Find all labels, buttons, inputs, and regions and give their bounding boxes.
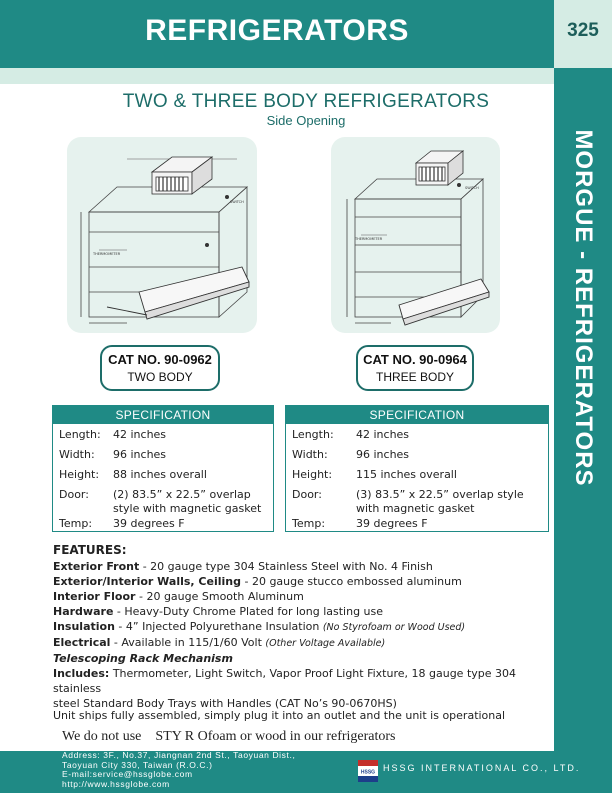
- two-body-cabinet-drawing: [67, 137, 257, 333]
- spec-label: Length:: [292, 428, 334, 441]
- feature-label: Exterior/Interior Walls, Ceiling: [53, 575, 241, 588]
- email-text: E-mail:service@hssglobe.com: [62, 769, 193, 779]
- spec-table-three-body: [285, 405, 549, 532]
- spec-heading: SPECIFICATION: [286, 406, 548, 424]
- spec-label: Height:: [292, 468, 333, 481]
- feature-text: - 20 gauge type 304 Stainless Steel with No. 4 Finish: [139, 560, 433, 573]
- spec-value: 42 inches: [113, 428, 167, 441]
- spec-label: Door:: [292, 488, 322, 501]
- address-line: Taoyuan City 330, Taiwan (R.O.C.): [62, 759, 213, 770]
- thermometer-callout-three-body: THERMOMETER: [355, 237, 383, 241]
- feature-text: Thermometer, Light Switch, Vapor Proof Light Fixture, 18 gauge type 304 stainless: [53, 667, 517, 695]
- cat-number-box-two-body: [100, 345, 220, 391]
- thermometer-callout-two-body: THERMOMETER: [93, 252, 121, 256]
- feature-note: (Other Voltage Available): [265, 638, 386, 649]
- feature-includes-cont: steel Standard Body Trays with Handles (CAT No’s 90-0670HS): [53, 697, 397, 710]
- feature-label: Electrical: [53, 636, 111, 649]
- hssg-logo-icon: [358, 760, 378, 782]
- spec-label: Temp:: [59, 517, 93, 530]
- spec-label: Width:: [59, 448, 95, 461]
- cat-number-box-three-body: [356, 345, 474, 391]
- feature-label: Insulation: [53, 620, 115, 633]
- product-drawing-two-body: [67, 137, 257, 333]
- spec-label: Door:: [59, 488, 89, 501]
- feature-hardware: [53, 604, 553, 619]
- feature-rack: Telescoping Rack Mechanism: [53, 652, 233, 665]
- address-line: Address: 3F., No.37, Jiangnan 2nd St., Taoyuan Dist.,: [62, 750, 296, 760]
- feature-insulation: [53, 619, 553, 635]
- feature-text: - Available in 115/1/60 Volt: [110, 636, 266, 649]
- product-drawing-three-body: [331, 137, 500, 333]
- spec-table-two-body: [52, 405, 274, 532]
- spec-value: 96 inches: [356, 448, 410, 461]
- product-name: TWO BODY: [127, 370, 193, 384]
- company-name: HSSG INTERNATIONAL CO., LTD.: [383, 763, 581, 773]
- feature-label: Includes:: [53, 667, 110, 680]
- feature-exterior-front: [53, 559, 553, 574]
- feature-label: Exterior Front: [53, 560, 140, 573]
- feature-label: Hardware: [53, 605, 114, 618]
- side-tab-text-wrap: [554, 68, 612, 751]
- section-subtitle: Side Opening: [266, 113, 346, 128]
- cat-number: CAT NO. 90-0964: [363, 352, 467, 367]
- features-section: [53, 543, 553, 711]
- feature-text: - 20 gauge Smooth Aluminum: [135, 590, 304, 603]
- feature-label: Interior Floor: [53, 590, 136, 603]
- feature-walls-ceiling: [53, 574, 553, 589]
- feature-note: (No Styrofoam or Wood Used): [322, 622, 466, 633]
- spec-value: 42 inches: [356, 428, 410, 441]
- spec-value: 39 degrees F: [113, 517, 185, 530]
- cat-number: CAT NO. 90-0962: [108, 352, 212, 367]
- footer-address: [62, 751, 362, 789]
- assembly-note: Unit ships fully assembled, simply plug it into an outlet and the unit is operational: [53, 709, 506, 722]
- spec-value: (2) 83.5” x 22.5” overlap style with magnetic gasket: [113, 488, 262, 515]
- three-body-cabinet-drawing: [331, 137, 500, 333]
- side-tab-label: MORGUE - REFRIGERATORS: [570, 129, 597, 487]
- spec-value: 115 inches overall: [356, 468, 457, 481]
- feature-interior-floor: [53, 589, 553, 604]
- page-title: REFRIGERATORS: [145, 14, 409, 47]
- switch-callout-two-body: SWITCH: [230, 200, 244, 204]
- logo-lettering: HSSG: [360, 769, 376, 776]
- feature-includes: [53, 666, 553, 696]
- styrofoam-note: We do not use STY R Ofoam or wood in our refrigerators: [62, 729, 396, 744]
- spec-value: (3) 83.5” x 22.5” overlap style with magnetic gasket: [356, 488, 524, 515]
- spec-value: 39 degrees F: [356, 517, 428, 530]
- header-underband: [0, 68, 554, 84]
- feature-text: - 4” Injected Polyurethane Insulation: [114, 620, 323, 633]
- spec-label: Width:: [292, 448, 328, 461]
- spec-value: 88 inches overall: [113, 468, 207, 481]
- spec-value: 96 inches: [113, 448, 167, 461]
- feature-text: - Heavy-Duty Chrome Plated for long lasting use: [113, 605, 384, 618]
- spec-label: Length:: [59, 428, 101, 441]
- spec-label: Height:: [59, 468, 100, 481]
- section-title: TWO & THREE BODY REFRIGERATORS: [122, 91, 490, 112]
- features-heading: FEATURES:: [53, 543, 127, 557]
- switch-callout-three-body: SWITCH: [465, 186, 479, 190]
- spec-label: Temp:: [292, 517, 326, 530]
- spec-heading: SPECIFICATION: [53, 406, 273, 424]
- website-text: http://www.hssglobe.com: [62, 778, 170, 789]
- page-number: 325: [567, 20, 599, 41]
- product-name: THREE BODY: [375, 370, 454, 384]
- feature-electrical: [53, 635, 553, 651]
- feature-text: - 20 gauge stucco embossed aluminum: [240, 575, 462, 588]
